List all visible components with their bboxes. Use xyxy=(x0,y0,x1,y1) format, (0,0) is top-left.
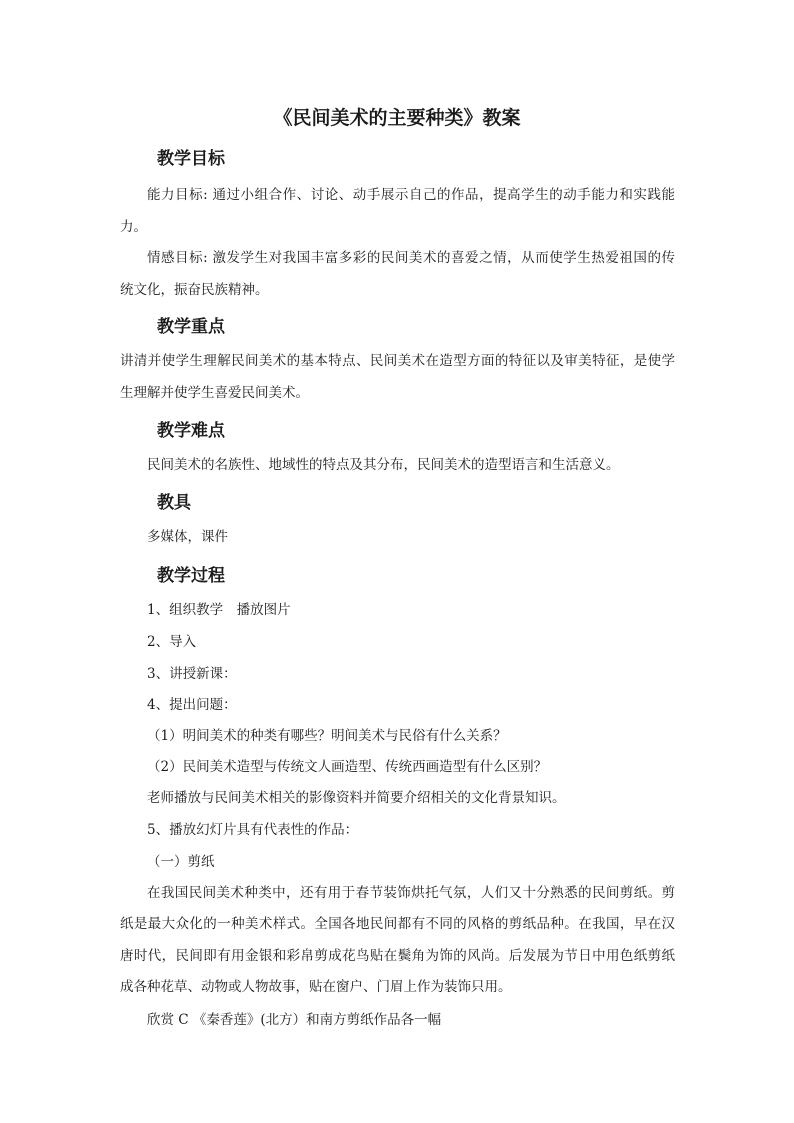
heading-difficulties: 教学难点 xyxy=(157,421,225,441)
key-points-line1: 讲清并使学生理解民间美术的基本特点、民间美术在造型方面的特征以及审美特征，是使学 xyxy=(120,353,675,369)
process-question1: （1）明间美术的种类有哪些？明间美术与民俗有什么关系？ xyxy=(147,728,507,744)
tools-line1: 多媒体，课件 xyxy=(147,529,228,545)
process-step4: 4、提出问题： xyxy=(147,697,237,713)
heading-tools: 教具 xyxy=(157,493,191,513)
process-question2: （2）民间美术造型与传统文人画造型、传统西画造型有什么区别？ xyxy=(147,759,548,775)
process-step3: 3、讲授新课： xyxy=(147,666,237,682)
key-points-line2: 生理解并使学生喜爱民间美术。 xyxy=(120,385,309,401)
process-step5: 5、播放幻灯片具有代表性的作品： xyxy=(147,822,359,838)
heading-key-points: 教学重点 xyxy=(157,317,225,337)
process-step1: 1、组织教学 播放图片 xyxy=(147,602,291,618)
objective-ability-line1: 能力目标: 通过小组合作、讨论、动手展示自己的作品，提高学生的动手能力和实践能 xyxy=(147,187,675,203)
document-title: 《民间美术的主要种类》教案 xyxy=(273,107,521,129)
objective-emotion-line2: 统文化，振奋民族精神。 xyxy=(120,282,269,298)
paper-cut-heading: （一）剪纸 xyxy=(147,854,215,870)
paper-cut-para-line4: 成各种花草、动物或人物故事，贴在窗户、门眉上作为装饰只用。 xyxy=(120,979,512,995)
appreciate-line: 欣赏 C 《秦香莲》(北方）和南方剪纸作品各一幅 xyxy=(147,1012,442,1028)
process-step2: 2、导入 xyxy=(147,634,197,650)
paper-cut-para-line3: 唐时代，民间即有用金银和彩帛剪成花鸟贴在鬓角为饰的风尚。后发展为节日中用色纸剪纸 xyxy=(120,948,675,964)
difficulties-line1: 民间美术的名族性、地域性的特点及其分布，民间美术的造型语言和生活意义。 xyxy=(147,457,620,473)
heading-objectives: 教学目标 xyxy=(157,149,225,169)
objective-emotion-line1: 情感目标: 激发学生对我国丰富多彩的民间美术的喜爱之情，从而使学生热爱祖国的传 xyxy=(147,250,675,266)
process-teacher-note: 老师播放与民间美术相关的影像资料并简要介绍相关的文化背景知识。 xyxy=(147,790,566,806)
objective-ability-line2: 力。 xyxy=(120,219,147,235)
paper-cut-para-line1: 在我国民间美术种类中，还有用于春节装饰烘托气氛，人们又十分熟悉的民间剪纸。剪 xyxy=(147,885,675,901)
heading-process: 教学过程 xyxy=(157,566,225,586)
paper-cut-para-line2: 纸是最大众化的一种美术样式。全国各地民间都有不同的风格的剪纸品种。在我国，早在汉 xyxy=(120,916,675,932)
